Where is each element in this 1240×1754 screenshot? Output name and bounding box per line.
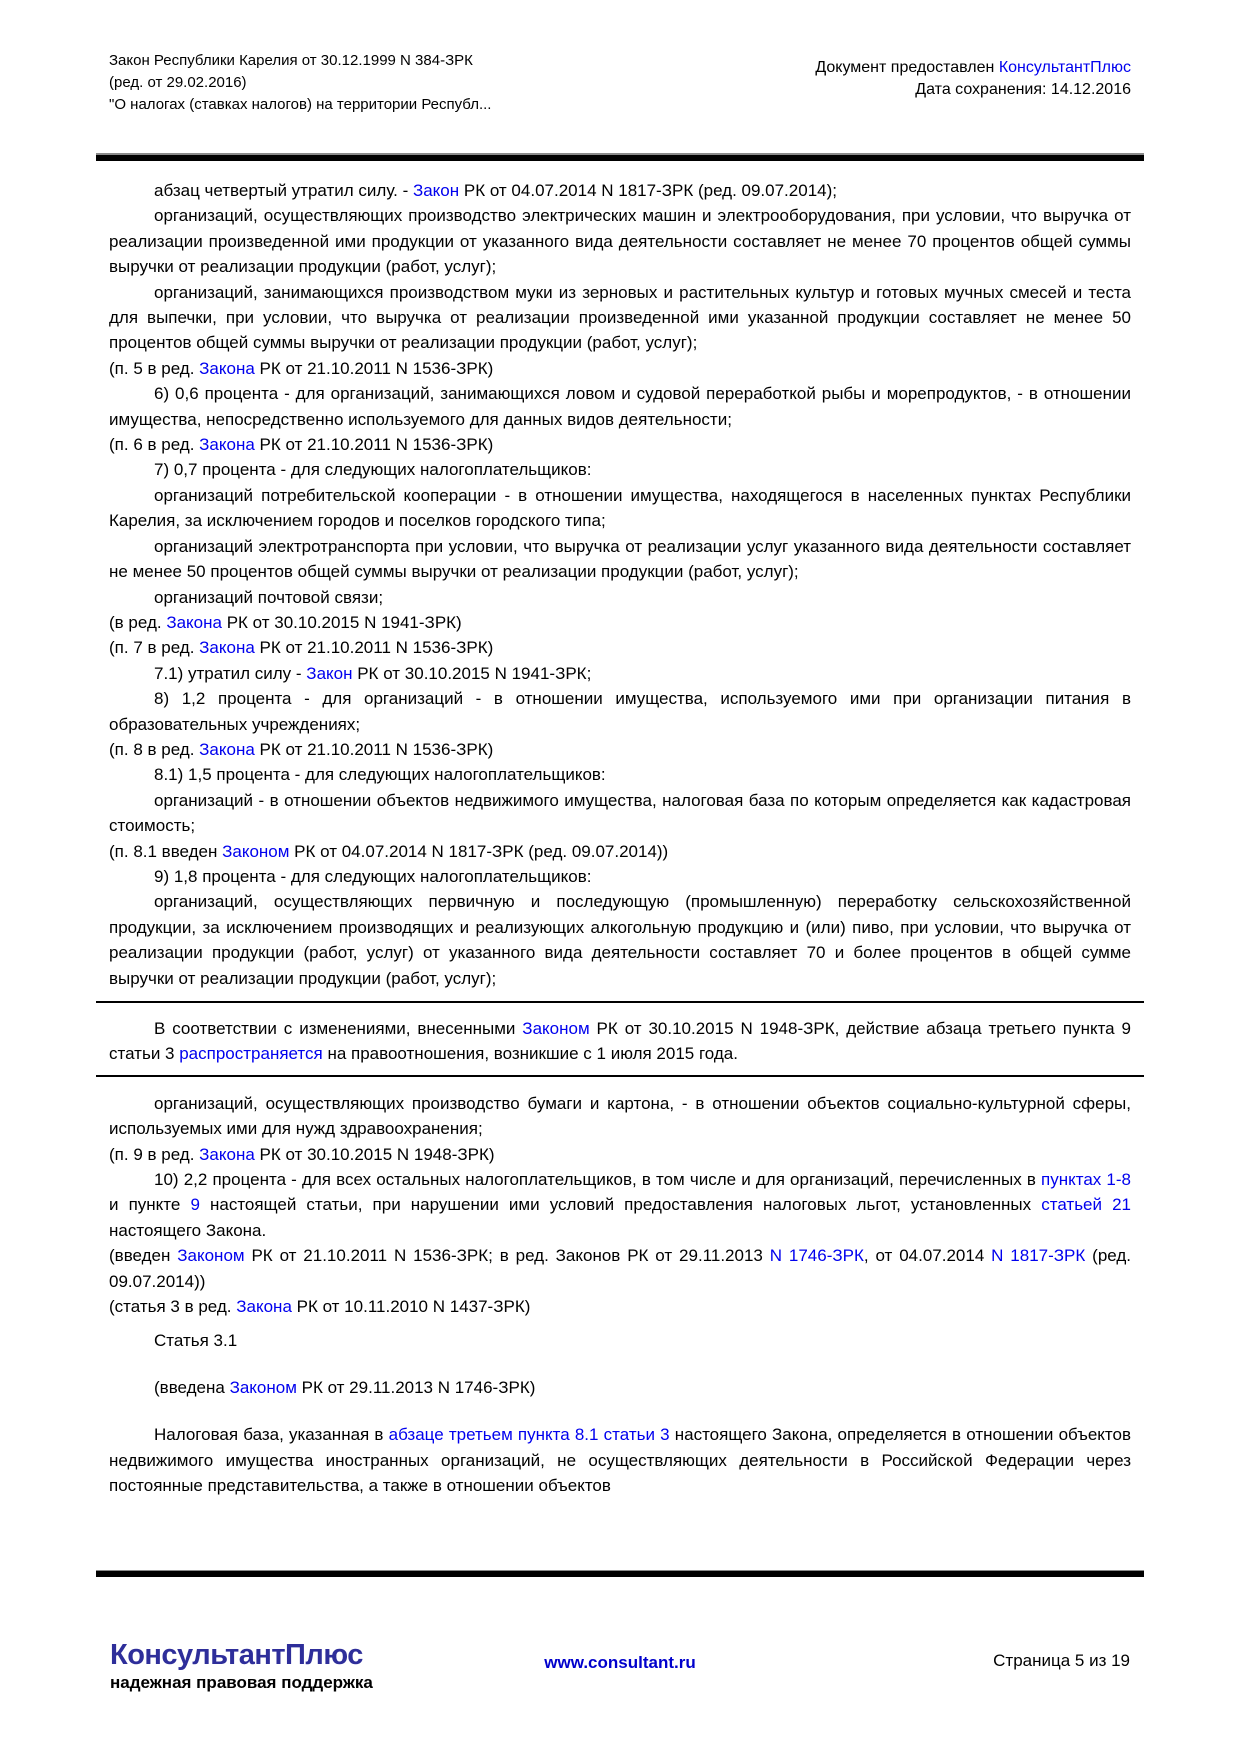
paragraph bbox=[109, 889, 1131, 991]
text-segment: (п. 8.1 введен bbox=[109, 841, 223, 861]
document-title-line3: "О налогах (ставках налогов) на территории Республ... bbox=[109, 96, 492, 113]
consultant-site-link[interactable]: www.consultant.ru bbox=[544, 1653, 696, 1672]
content-column bbox=[96, 0, 1144, 1499]
text-segment: и пункте bbox=[109, 1195, 191, 1215]
header-rule bbox=[96, 153, 1144, 161]
text-segment: (введена bbox=[154, 1377, 230, 1397]
doc-link[interactable]: статьей 21 bbox=[1041, 1195, 1131, 1215]
text-segment: РК от 30.10.2015 N 1941-ЗРК) bbox=[221, 612, 462, 632]
text-segment: организаций почтовой связи; bbox=[154, 587, 384, 607]
consultantplus-header-link[interactable]: КонсультантПлюс bbox=[998, 59, 1131, 76]
paragraph bbox=[109, 788, 1131, 839]
doc-link[interactable]: 9 bbox=[190, 1195, 200, 1215]
paragraph bbox=[109, 1422, 1131, 1498]
text-segment: организаций, осуществляющих производство бумаги и картона, - в отношении объектов социально-культурной сферы, используемых ими для нужд здравоохранения; bbox=[109, 1093, 1131, 1139]
text-segment: (п. 5 в ред. bbox=[109, 358, 200, 378]
paragraph bbox=[109, 457, 1131, 482]
paragraph bbox=[109, 1328, 1131, 1353]
text-segment: (в ред. bbox=[109, 612, 167, 632]
text-segment: 8.1) 1,5 процента - для следующих налогоплательщиков: bbox=[154, 765, 606, 785]
provided-by-line bbox=[815, 57, 1131, 79]
text-segment: организаций, осуществляющих производство электрических машин и электрооборудования, при условии, что выручка от реализации произведенной ими продукции от указанного вида деятельности составляет не менее 70 процентов общей суммы выручки от реализации продукции (работ, услуг); bbox=[109, 206, 1131, 277]
document-title bbox=[109, 50, 491, 116]
text-segment: (п. 9 в ред. bbox=[109, 1144, 200, 1164]
paragraph bbox=[109, 610, 1131, 635]
text-segment: РК от 21.10.2011 N 1536-ЗРК; в ред. Законов РК от 29.11.2013 bbox=[244, 1246, 770, 1266]
text-segment: 6) 0,6 процента - для организаций, занимающихся ловом и судовой переработкой рыбы и морепродуктов, - в отношении имущества, непосредственно используемого для данных видов деятельности; bbox=[109, 384, 1131, 429]
paragraph bbox=[109, 1016, 1131, 1067]
logo-tagline: надежная правовая поддержка bbox=[110, 1673, 373, 1692]
doc-link[interactable]: Закон bbox=[306, 663, 353, 683]
text-segment: 9) 1,8 процента - для следующих налогоплательщиков: bbox=[154, 866, 592, 886]
text-segment: РК от 21.10.2011 N 1536-ЗРК) bbox=[254, 435, 494, 455]
document-title-line2: (ред. от 29.02.2016) bbox=[109, 74, 247, 91]
text-segment: на правоотношения, возникшие с 1 июля 2015 года. bbox=[322, 1044, 738, 1064]
doc-link[interactable]: Законом bbox=[222, 841, 290, 861]
doc-link[interactable]: Закона bbox=[199, 1144, 255, 1164]
doc-link[interactable]: Закона bbox=[199, 739, 255, 759]
doc-link[interactable]: Законом bbox=[229, 1377, 297, 1397]
page-footer bbox=[0, 1640, 1240, 1720]
paragraph bbox=[109, 1142, 1131, 1167]
paragraph bbox=[109, 635, 1131, 660]
doc-link[interactable]: Закона bbox=[199, 435, 255, 455]
document-body bbox=[96, 161, 1144, 1499]
text-segment: (ред. 09.07.2014)) bbox=[109, 1246, 1132, 1291]
paragraph bbox=[109, 585, 1131, 610]
paragraph bbox=[109, 686, 1131, 737]
text-segment: (п. 7 в ред. bbox=[109, 638, 200, 658]
doc-link[interactable]: Закона bbox=[166, 612, 222, 632]
doc-link[interactable]: абзаце третьем пункта 8.1 статьи 3 bbox=[388, 1425, 670, 1445]
paragraph bbox=[109, 737, 1131, 762]
doc-link[interactable]: пунктах 1-8 bbox=[1041, 1170, 1131, 1190]
text-segment: организаций потребительской кооперации - в отношении имущества, находящегося в населенных пунктах Республики Карелия, за исключением городов и поселков городского типа; bbox=[109, 485, 1131, 531]
save-date-label: Дата сохранения: 14.12.2016 bbox=[915, 81, 1131, 98]
doc-link[interactable]: N 1817-ЗРК bbox=[991, 1246, 1086, 1266]
text-segment: 7) 0,7 процента - для следующих налогоплательщиков: bbox=[154, 460, 592, 480]
page-number-label: Страница 5 из 19 bbox=[993, 1651, 1130, 1670]
doc-link[interactable]: Закона bbox=[236, 1297, 292, 1317]
text-segment: РК от 04.07.2014 N 1817-ЗРК (ред. 09.07.2014)) bbox=[289, 841, 669, 861]
text-segment: РК от 29.11.2013 N 1746-ЗРК) bbox=[296, 1377, 536, 1397]
text-segment: РК от 10.11.2010 N 1437-ЗРК) bbox=[291, 1297, 531, 1317]
paragraph bbox=[109, 483, 1131, 534]
paragraph bbox=[109, 178, 1131, 203]
note-box bbox=[96, 1001, 1144, 1077]
text-segment: (введен bbox=[109, 1246, 178, 1266]
doc-link[interactable]: Законом bbox=[177, 1246, 245, 1266]
text-segment: абзац четвертый утратил силу. - bbox=[154, 181, 413, 200]
paragraph bbox=[109, 1167, 1131, 1243]
text-segment: 7.1) утратил силу - bbox=[154, 663, 307, 683]
text-segment: , от 04.07.2014 bbox=[863, 1246, 992, 1266]
text-segment: организаций - в отношении объектов недвижимого имущества, налоговая база по которым определяется как кадастровая стоимость; bbox=[109, 790, 1131, 836]
doc-link[interactable]: Закона bbox=[199, 638, 255, 658]
text-segment: организаций, осуществляющих первичную и последующую (промышленную) переработку сельскохозяйственной продукции, за исключением производящих и реализующих алкогольную продукцию и (или) пиво, при условии, что выручка от реализации продукции (работ, услуг) от указанного вида деятельности составляет 70 и более процентов в общей сумме выручки от реализации продукции (работ, услуг); bbox=[109, 892, 1131, 988]
paragraph bbox=[109, 839, 1131, 864]
document-title-line1: Закон Республики Карелия от 30.12.1999 N 384-ЗРК bbox=[109, 52, 473, 69]
paragraph bbox=[109, 1375, 1131, 1400]
text-segment: РК от 04.07.2014 N 1817-ЗРК (ред. 09.07.2014); bbox=[459, 181, 837, 200]
paragraph bbox=[109, 1243, 1131, 1294]
text-segment: (п. 6 в ред. bbox=[109, 435, 200, 455]
paragraph bbox=[109, 864, 1131, 889]
provided-by-label: Документ предоставлен bbox=[815, 59, 999, 76]
paragraph bbox=[109, 534, 1131, 585]
text-segment: организаций электротранспорта при условии, что выручка от реализации услуг указанного вида деятельности составляет не менее 50 процентов общей суммы выручки от реализации продукции (работ, услуг); bbox=[109, 536, 1131, 582]
text-segment: 8) 1,2 процента - для организаций - в отношении имущества, используемого ими при организации питания в образовательных учреждениях; bbox=[109, 689, 1131, 734]
text-segment: (п. 8 в ред. bbox=[109, 739, 200, 759]
text-segment: настоящей статьи, при нарушении ими условий предоставления налоговых льгот, установленных bbox=[199, 1195, 1042, 1215]
paragraph bbox=[109, 661, 1131, 686]
page-header bbox=[96, 0, 1144, 116]
doc-link[interactable]: распространяется bbox=[179, 1044, 323, 1064]
text-segment: организаций, занимающихся производством муки из зерновых и растительных культур и готовых мучных смесей и теста для выпечки, при условии, что выручка от реализации произведенной ими указанной продукции составляет не менее 50 процентов общей суммы выручки от реализации продукции (работ, услуг); bbox=[109, 282, 1131, 353]
logo-title: КонсультантПлюс bbox=[110, 1639, 363, 1671]
text-segment: Статья 3.1 bbox=[154, 1331, 238, 1351]
doc-link[interactable]: Законом bbox=[522, 1019, 590, 1038]
text-segment: настоящего Закона. bbox=[109, 1220, 267, 1240]
paragraph bbox=[109, 280, 1131, 356]
doc-link[interactable]: N 1746-ЗРК bbox=[769, 1246, 864, 1266]
paragraph bbox=[109, 432, 1131, 457]
paragraph bbox=[109, 381, 1131, 432]
text-segment: РК от 21.10.2011 N 1536-ЗРК) bbox=[254, 358, 494, 378]
text-segment: РК от 30.10.2015 N 1941-ЗРК; bbox=[352, 663, 592, 683]
text-segment: 10) 2,2 процента - для всех остальных налогоплательщиков, в том числе и для организаций, перечисленных в bbox=[154, 1170, 1042, 1190]
doc-link[interactable]: Закон bbox=[412, 181, 460, 200]
text-segment: РК от 30.10.2015 N 1948-ЗРК, действие абзаца третьего пункта 9 статьи 3 bbox=[109, 1019, 1131, 1064]
text-segment: Налоговая база, указанная в bbox=[154, 1425, 389, 1445]
text-segment: настоящего Закона, определяется в отношении объектов недвижимого имущества иностранных организаций, не осуществляющих деятельности в Российской Федерации через постоянные представительства, а также в отношении объектов bbox=[109, 1425, 1131, 1496]
paragraph bbox=[109, 1294, 1131, 1319]
doc-link[interactable]: Закона bbox=[199, 358, 255, 378]
footer-rule bbox=[96, 1570, 1144, 1577]
provided-by-block bbox=[815, 50, 1131, 101]
paragraph bbox=[109, 1091, 1131, 1142]
text-segment: РК от 21.10.2011 N 1536-ЗРК) bbox=[254, 638, 494, 658]
paragraph bbox=[109, 356, 1131, 381]
paragraph bbox=[109, 203, 1131, 279]
paragraph bbox=[109, 762, 1131, 787]
text-segment: (статья 3 в ред. bbox=[109, 1297, 237, 1317]
text-segment: В соответствии с изменениями, внесенными bbox=[154, 1019, 523, 1038]
text-segment: РК от 21.10.2011 N 1536-ЗРК) bbox=[254, 739, 494, 759]
text-segment: РК от 30.10.2015 N 1948-ЗРК) bbox=[254, 1144, 495, 1164]
